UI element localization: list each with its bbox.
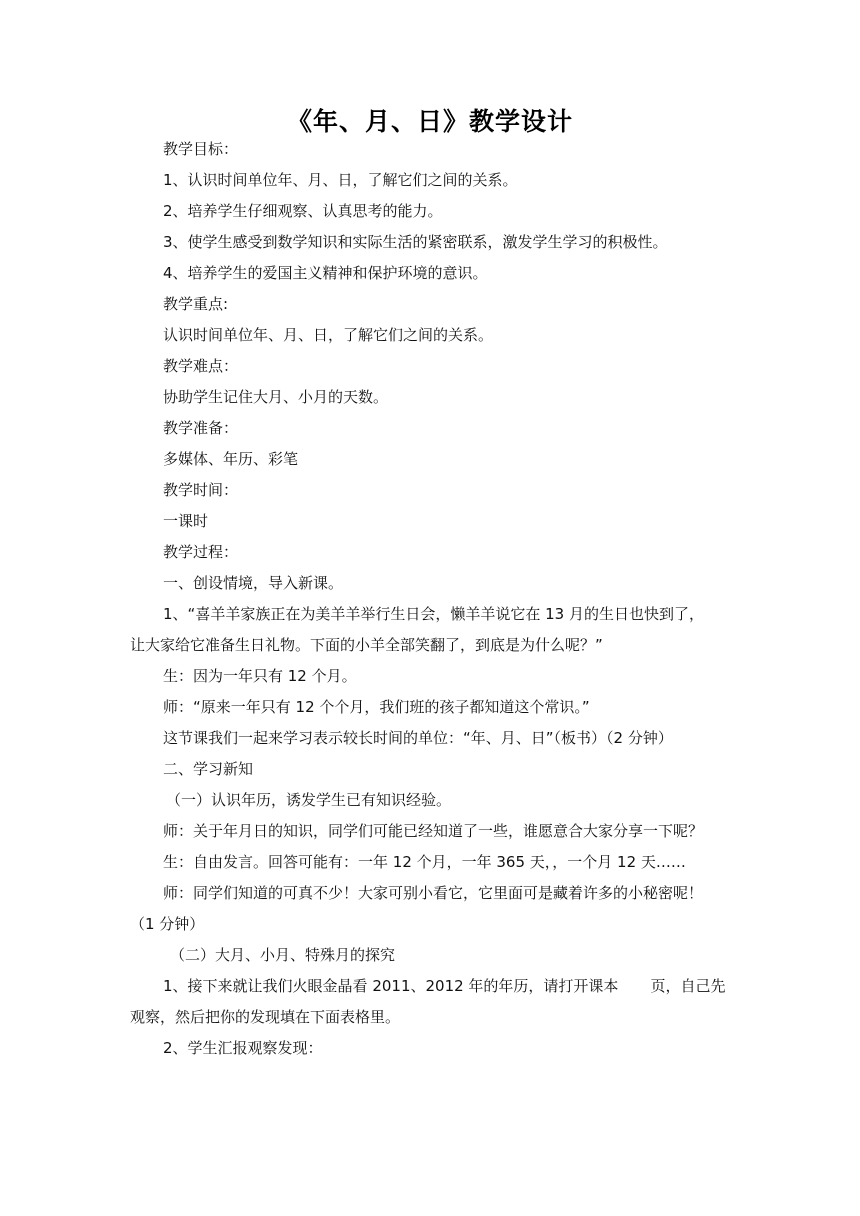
paragraph-line: 观察，然后把你的发现填在下面表格里。 (130, 1008, 401, 1026)
paragraph-line: 1、“喜羊羊家族正在为美羊羊举行生日会，懒羊羊说它在 13 月的生日也快到了， (163, 605, 704, 623)
difficulty-heading: 教学难点： (163, 357, 239, 375)
duration-heading: 教学时间： (163, 481, 239, 499)
objective-item: 4、培养学生的爱国主义精神和保护环境的意识。 (163, 264, 488, 282)
paragraph-line: 师：“原来一年只有 12 个个月，我们班的孩子都知道这个常识。” (163, 698, 590, 716)
paragraph-line (130, 975, 734, 1006)
section-title: 一、创设情境，导入新课。 (163, 574, 344, 592)
preparation-text: 多媒体、年历、彩笔 (163, 450, 299, 468)
document-body (130, 138, 734, 1068)
objective-item: 3、使学生感受到数学知识和实际生活的紧密联系，激发学生学习的积极性。 (163, 233, 668, 251)
paragraph-line: 这节课我们一起来学习表示较长时间的单位：“年、月、日”（板书）（2 分钟） (163, 729, 673, 747)
paragraph-line: 师：同学们知道的可真不少！大家可别小看它，它里面可是藏着许多的小秘密呢！ (163, 884, 704, 902)
key-point-text: 认识时间单位年、月、日，了解它们之间的关系。 (163, 326, 494, 344)
key-point-heading: 教学重点: (163, 295, 229, 313)
difficulty-text: 协助学生记住大月、小月的天数。 (163, 388, 389, 406)
paragraph-line: 让大家给它准备生日礼物。下面的小羊全部笑翻了，到底是为什么呢？” (130, 636, 603, 654)
paragraph-line: 2、学生汇报观察发现： (163, 1039, 323, 1057)
duration-text: 一课时 (163, 512, 209, 530)
objectives-heading: 教学目标： (163, 140, 239, 158)
preparation-heading: 教学准备： (163, 419, 239, 437)
objective-item: 1、认识时间单位年、月、日，了解它们之间的关系。 (163, 171, 518, 189)
subsection-title: （一）认识年历，诱发学生已有知识经验。 (166, 791, 452, 809)
paragraph-fragment: 页，自己先 (650, 977, 726, 995)
objective-item: 2、培养学生仔细观察、认真思考的能力。 (163, 202, 443, 220)
subsection-title: （二）大月、小月、特殊月的探究 (170, 946, 396, 964)
paragraph-line: （1 分钟） (130, 915, 205, 933)
paragraph-fragment: 1、接下来就让我们火眼金晶看 2011、2012 年的年历，请打开课本 (163, 977, 619, 995)
section-title: 二、学习新知 (163, 760, 254, 778)
paragraph-line: 生：自由发言。回答可能有：一年 12 个月，一年 365 天，，一个月 12 天…… (163, 853, 686, 871)
document-title: 《年、月、日》教学设计 (286, 107, 573, 136)
paragraph-line: 师：关于年月日的知识，同学们可能已经知道了一些，谁愿意合大家分享一下呢？ (163, 822, 704, 840)
paragraph-line: 生：因为一年只有 12 个月。 (163, 667, 357, 685)
process-heading: 教学过程： (163, 543, 239, 561)
